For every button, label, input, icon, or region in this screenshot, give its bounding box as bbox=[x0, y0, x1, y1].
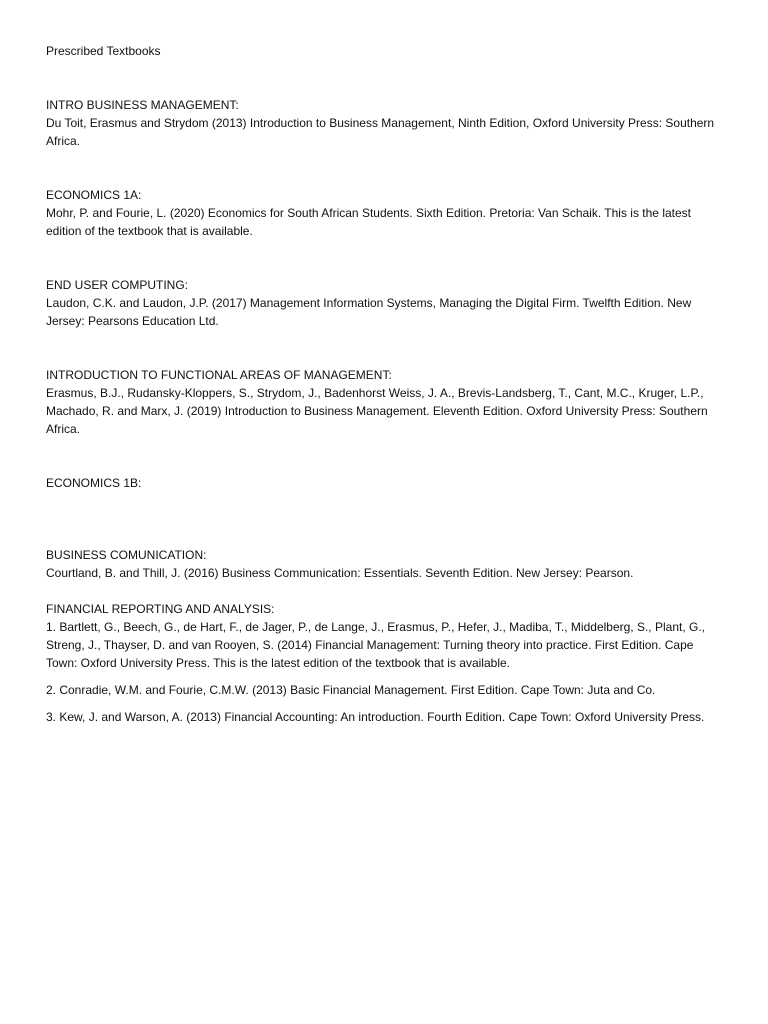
section-functional-areas-of-management bbox=[46, 366, 726, 438]
textbook-entry: Mohr, P. and Fourie, L. (2020) Economics for South African Students. Sixth Edition. Pretoria: Van Schaik. This is the latest edition of the textbook that is available. bbox=[46, 206, 691, 238]
section-heading: ECONOMICS 1A: bbox=[46, 188, 142, 202]
textbook-entry: Du Toit, Erasmus and Strydom (2013) Introduction to Business Management, Ninth Edition, Oxford University Press: Southern Africa. bbox=[46, 116, 715, 148]
section-heading: FINANCIAL REPORTING AND ANALYSIS: bbox=[46, 602, 275, 616]
textbook-entry: Erasmus, B.J., Rudansky-Kloppers, S., Strydom, J., Badenhorst Weiss, J. A., Brevis-Landsberg, T., Cant, M.C., Kruger, L.P., Machado, R. and Marx, J. (2019) Introduction to Business Management. Eleventh Edition. Oxford University Press: Southern Africa. bbox=[46, 386, 708, 436]
section-heading: INTRO BUSINESS MANAGEMENT: bbox=[46, 98, 239, 112]
textbook-entry: Laudon, C.K. and Laudon, J.P. (2017) Management Information Systems, Managing the Digital Firm. Twelfth Edition. New Jersey: Pearsons Education Ltd. bbox=[46, 296, 692, 328]
section-heading: ECONOMICS 1B: bbox=[46, 476, 142, 490]
section-heading: END USER COMPUTING: bbox=[46, 278, 189, 292]
textbook-entry: 3. Kew, J. and Warson, A. (2013) Financial Accounting: An introduction. Fourth Edition. Cape Town: Oxford University Press. bbox=[46, 710, 705, 724]
textbook-entry: Courtland, B. and Thill, J. (2016) Business Communication: Essentials. Seventh Edition. New Jersey: Pearson. bbox=[46, 566, 634, 580]
document-title: Prescribed Textbooks bbox=[46, 44, 161, 58]
section-end-user-computing bbox=[46, 276, 726, 330]
section-intro-business-management bbox=[46, 96, 726, 150]
section-economics-1b bbox=[46, 474, 726, 492]
document-page bbox=[46, 42, 726, 762]
section-heading: INTRODUCTION TO FUNCTIONAL AREAS OF MANAGEMENT: bbox=[46, 368, 392, 382]
textbook-entry: 2. Conradie, W.M. and Fourie, C.M.W. (2013) Basic Financial Management. First Edition. Cape Town: Juta and Co. bbox=[46, 683, 656, 697]
section-business-communication bbox=[46, 546, 726, 582]
section-economics-1a bbox=[46, 186, 726, 240]
textbook-entry: 1. Bartlett, G., Beech, G., de Hart, F., de Jager, P., de Lange, J., Erasmus, P., Hefer, J., Madiba, T., Middelberg, S., Plant, G., Streng, J., Thayser, D. and van Rooyen, S. (2014) Financial Management: Turning theory into practice. First Edition. Cape Town: Oxford University Press. This is the latest edition of the textbook that is available. bbox=[46, 620, 705, 670]
section-heading: BUSINESS COMUNICATION: bbox=[46, 548, 207, 562]
section-financial-reporting-and-analysis bbox=[46, 600, 726, 726]
